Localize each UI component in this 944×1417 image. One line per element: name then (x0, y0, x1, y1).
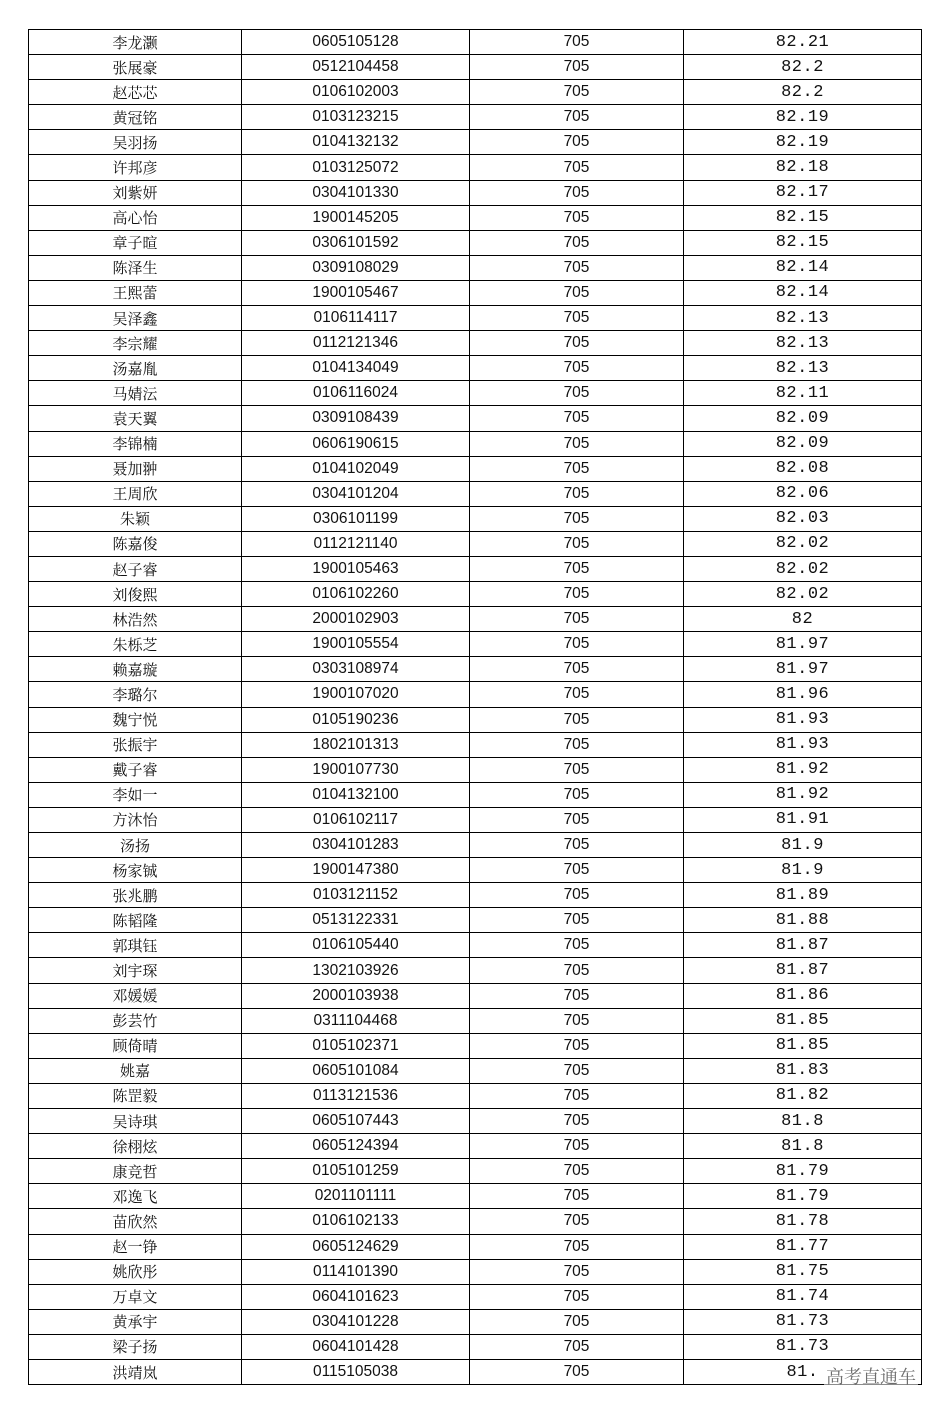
name-cell: 杨家铖 (29, 858, 242, 883)
score-cell: 82.17 (684, 180, 922, 205)
name-cell: 彭芸竹 (29, 1008, 242, 1033)
id-cell: 0304101228 (242, 1309, 470, 1334)
code-cell: 705 (470, 682, 684, 707)
name-cell: 黄冠铭 (29, 105, 242, 130)
code-cell: 705 (470, 30, 684, 55)
table-row (29, 506, 922, 531)
id-cell: 0606190615 (242, 431, 470, 456)
code-cell: 705 (470, 280, 684, 305)
score-cell: 81. (684, 1359, 922, 1384)
id-cell: 1900145205 (242, 205, 470, 230)
score-cell: 81.87 (684, 933, 922, 958)
code-cell: 705 (470, 80, 684, 105)
score-cell: 81.77 (684, 1234, 922, 1259)
code-cell: 705 (470, 456, 684, 481)
score-cell: 82.18 (684, 155, 922, 180)
score-cell: 82.19 (684, 130, 922, 155)
table-row (29, 883, 922, 908)
code-cell: 705 (470, 1109, 684, 1134)
name-cell: 梁子扬 (29, 1334, 242, 1359)
score-cell: 82.2 (684, 80, 922, 105)
table-row (29, 858, 922, 883)
code-cell: 705 (470, 732, 684, 757)
score-cell: 81.87 (684, 958, 922, 983)
name-cell: 马婧沄 (29, 381, 242, 406)
id-cell: 1900107730 (242, 757, 470, 782)
score-cell: 81.91 (684, 807, 922, 832)
score-table-body (29, 30, 922, 1385)
table-row (29, 280, 922, 305)
name-cell: 方沐怡 (29, 807, 242, 832)
code-cell: 705 (470, 883, 684, 908)
id-cell: 0103121152 (242, 883, 470, 908)
name-cell: 朱颖 (29, 506, 242, 531)
code-cell: 705 (470, 1058, 684, 1083)
id-cell: 0604101623 (242, 1284, 470, 1309)
code-cell: 705 (470, 1083, 684, 1108)
table-row (29, 582, 922, 607)
id-cell: 0513122331 (242, 908, 470, 933)
name-cell: 黄承宇 (29, 1309, 242, 1334)
name-cell: 康竞哲 (29, 1159, 242, 1184)
table-row (29, 1008, 922, 1033)
score-cell: 81.79 (684, 1159, 922, 1184)
id-cell: 0306101199 (242, 506, 470, 531)
name-cell: 徐栩炫 (29, 1134, 242, 1159)
table-row (29, 556, 922, 581)
id-cell: 0306101592 (242, 230, 470, 255)
table-row (29, 1109, 922, 1134)
table-row (29, 1083, 922, 1108)
name-cell: 许邦彦 (29, 155, 242, 180)
code-cell: 705 (470, 105, 684, 130)
code-cell: 705 (470, 381, 684, 406)
score-cell: 82.09 (684, 406, 922, 431)
score-cell: 81.92 (684, 757, 922, 782)
id-cell: 0104132100 (242, 782, 470, 807)
score-cell: 82.02 (684, 556, 922, 581)
code-cell: 705 (470, 1008, 684, 1033)
id-cell: 0512104458 (242, 55, 470, 80)
name-cell: 赵子睿 (29, 556, 242, 581)
id-cell: 1900107020 (242, 682, 470, 707)
code-cell: 705 (470, 657, 684, 682)
id-cell: 0304101204 (242, 481, 470, 506)
score-cell: 81.89 (684, 883, 922, 908)
table-row (29, 80, 922, 105)
name-cell: 刘宇琛 (29, 958, 242, 983)
table-row (29, 255, 922, 280)
code-cell: 705 (470, 1209, 684, 1234)
score-cell: 82.13 (684, 356, 922, 381)
table-row (29, 933, 922, 958)
name-cell: 陈嘉俊 (29, 531, 242, 556)
id-cell: 0201101111 (242, 1184, 470, 1209)
id-cell: 0105190236 (242, 707, 470, 732)
name-cell: 张展豪 (29, 55, 242, 80)
id-cell: 0309108029 (242, 255, 470, 280)
id-cell: 2000102903 (242, 607, 470, 632)
id-cell: 0604101428 (242, 1334, 470, 1359)
name-cell: 郭琪钰 (29, 933, 242, 958)
id-cell: 1302103926 (242, 958, 470, 983)
score-cell: 81.97 (684, 657, 922, 682)
score-cell: 82.06 (684, 481, 922, 506)
score-cell: 81.82 (684, 1083, 922, 1108)
table-row (29, 958, 922, 983)
name-cell: 吴泽鑫 (29, 306, 242, 331)
code-cell: 705 (470, 1284, 684, 1309)
code-cell: 705 (470, 406, 684, 431)
id-cell: 0104134049 (242, 356, 470, 381)
score-cell: 81.73 (684, 1309, 922, 1334)
table-row (29, 833, 922, 858)
name-cell: 吴诗琪 (29, 1109, 242, 1134)
score-cell: 82.08 (684, 456, 922, 481)
name-cell: 王周欣 (29, 481, 242, 506)
table-row (29, 607, 922, 632)
table-row (29, 1234, 922, 1259)
score-cell: 81.86 (684, 983, 922, 1008)
table-row (29, 531, 922, 556)
name-cell: 王熙蕾 (29, 280, 242, 305)
id-cell: 0105102371 (242, 1033, 470, 1058)
id-cell: 0605107443 (242, 1109, 470, 1134)
score-cell: 81.9 (684, 858, 922, 883)
code-cell: 705 (470, 933, 684, 958)
name-cell: 李龙灏 (29, 30, 242, 55)
score-cell: 81.9 (684, 833, 922, 858)
table-row (29, 456, 922, 481)
name-cell: 朱栎芝 (29, 632, 242, 657)
name-cell: 姚嘉 (29, 1058, 242, 1083)
name-cell: 陈罡毅 (29, 1083, 242, 1108)
code-cell: 705 (470, 556, 684, 581)
id-cell: 0605101084 (242, 1058, 470, 1083)
name-cell: 李璐尔 (29, 682, 242, 707)
id-cell: 0112121346 (242, 331, 470, 356)
score-cell: 82.11 (684, 381, 922, 406)
table-row (29, 381, 922, 406)
score-cell: 81.8 (684, 1134, 922, 1159)
table-row (29, 331, 922, 356)
code-cell: 705 (470, 1234, 684, 1259)
name-cell: 林浩然 (29, 607, 242, 632)
name-cell: 邓逸飞 (29, 1184, 242, 1209)
name-cell: 袁天翼 (29, 406, 242, 431)
name-cell: 陈韬隆 (29, 908, 242, 933)
table-row (29, 55, 922, 80)
table-row (29, 180, 922, 205)
code-cell: 705 (470, 506, 684, 531)
code-cell: 705 (470, 833, 684, 858)
name-cell: 吴羽扬 (29, 130, 242, 155)
id-cell: 0104102049 (242, 456, 470, 481)
name-cell: 赖嘉璇 (29, 657, 242, 682)
score-cell: 82.21 (684, 30, 922, 55)
table-row (29, 707, 922, 732)
table-row (29, 1184, 922, 1209)
name-cell: 李如一 (29, 782, 242, 807)
code-cell: 705 (470, 180, 684, 205)
score-table (28, 29, 922, 1385)
name-cell: 赵一铮 (29, 1234, 242, 1259)
name-cell: 万卓文 (29, 1284, 242, 1309)
code-cell: 705 (470, 582, 684, 607)
name-cell: 姚欣彤 (29, 1259, 242, 1284)
name-cell: 戴子睿 (29, 757, 242, 782)
name-cell: 魏宁悦 (29, 707, 242, 732)
table-row (29, 983, 922, 1008)
score-cell: 81.85 (684, 1033, 922, 1058)
code-cell: 705 (470, 1134, 684, 1159)
score-cell: 81.92 (684, 782, 922, 807)
table-row (29, 757, 922, 782)
name-cell: 高心怡 (29, 205, 242, 230)
id-cell: 0105101259 (242, 1159, 470, 1184)
id-cell: 1900105554 (242, 632, 470, 657)
code-cell: 705 (470, 155, 684, 180)
code-cell: 705 (470, 1033, 684, 1058)
score-cell: 81.74 (684, 1284, 922, 1309)
code-cell: 705 (470, 757, 684, 782)
score-cell: 82.14 (684, 255, 922, 280)
code-cell: 705 (470, 481, 684, 506)
code-cell: 705 (470, 356, 684, 381)
table-row (29, 1058, 922, 1083)
id-cell: 0115105038 (242, 1359, 470, 1384)
score-cell: 82.14 (684, 280, 922, 305)
code-cell: 705 (470, 782, 684, 807)
code-cell: 705 (470, 958, 684, 983)
id-cell: 0106114117 (242, 306, 470, 331)
table-row (29, 105, 922, 130)
id-cell: 0303108974 (242, 657, 470, 682)
table-row (29, 1159, 922, 1184)
score-cell: 81.97 (684, 632, 922, 657)
id-cell: 0106102260 (242, 582, 470, 607)
table-row (29, 908, 922, 933)
id-cell: 1802101313 (242, 732, 470, 757)
score-cell: 82.03 (684, 506, 922, 531)
name-cell: 张兆鹏 (29, 883, 242, 908)
name-cell: 汤嘉胤 (29, 356, 242, 381)
score-cell: 82.02 (684, 531, 922, 556)
table-row (29, 1309, 922, 1334)
id-cell: 0605105128 (242, 30, 470, 55)
code-cell: 705 (470, 1309, 684, 1334)
code-cell: 705 (470, 607, 684, 632)
id-cell: 0103123215 (242, 105, 470, 130)
score-cell: 82.2 (684, 55, 922, 80)
watermark: 高考直通车 (824, 1363, 918, 1389)
id-cell: 1900105467 (242, 280, 470, 305)
score-cell: 81.79 (684, 1184, 922, 1209)
id-cell: 0605124394 (242, 1134, 470, 1159)
id-cell: 0309108439 (242, 406, 470, 431)
code-cell: 705 (470, 130, 684, 155)
id-cell: 0106102133 (242, 1209, 470, 1234)
code-cell: 705 (470, 807, 684, 832)
name-cell: 赵芯芯 (29, 80, 242, 105)
id-cell: 0304101330 (242, 180, 470, 205)
table-row (29, 1259, 922, 1284)
score-cell: 81.88 (684, 908, 922, 933)
score-cell: 82.13 (684, 306, 922, 331)
name-cell: 刘紫妍 (29, 180, 242, 205)
code-cell: 705 (470, 55, 684, 80)
score-cell: 82.19 (684, 105, 922, 130)
score-cell: 82.15 (684, 230, 922, 255)
code-cell: 705 (470, 431, 684, 456)
name-cell: 汤扬 (29, 833, 242, 858)
name-cell: 李锦楠 (29, 431, 242, 456)
score-cell: 82.13 (684, 331, 922, 356)
table-row (29, 807, 922, 832)
id-cell: 0311104468 (242, 1008, 470, 1033)
code-cell: 705 (470, 230, 684, 255)
code-cell: 705 (470, 205, 684, 230)
name-cell: 李宗耀 (29, 331, 242, 356)
score-cell: 81.75 (684, 1259, 922, 1284)
table-row (29, 431, 922, 456)
code-cell: 705 (470, 908, 684, 933)
table-row (29, 481, 922, 506)
table-row (29, 130, 922, 155)
score-cell: 82.02 (684, 582, 922, 607)
id-cell: 0114101390 (242, 1259, 470, 1284)
table-row (29, 732, 922, 757)
id-cell: 0113121536 (242, 1083, 470, 1108)
name-cell: 洪靖岚 (29, 1359, 242, 1384)
table-row (29, 155, 922, 180)
id-cell: 0112121140 (242, 531, 470, 556)
code-cell: 705 (470, 531, 684, 556)
name-cell: 邓媛媛 (29, 983, 242, 1008)
name-cell: 章子暄 (29, 230, 242, 255)
score-cell: 82.15 (684, 205, 922, 230)
name-cell: 刘俊熙 (29, 582, 242, 607)
code-cell: 705 (470, 331, 684, 356)
score-cell: 81.93 (684, 707, 922, 732)
id-cell: 0106102117 (242, 807, 470, 832)
id-cell: 0103125072 (242, 155, 470, 180)
score-cell: 81.83 (684, 1058, 922, 1083)
code-cell: 705 (470, 983, 684, 1008)
score-cell: 81.85 (684, 1008, 922, 1033)
id-cell: 1900147380 (242, 858, 470, 883)
score-cell: 81.78 (684, 1209, 922, 1234)
table-row (29, 406, 922, 431)
id-cell: 0304101283 (242, 833, 470, 858)
code-cell: 705 (470, 1159, 684, 1184)
table-row (29, 1359, 922, 1384)
code-cell: 705 (470, 306, 684, 331)
code-cell: 705 (470, 858, 684, 883)
id-cell: 0106102003 (242, 80, 470, 105)
table-row (29, 1334, 922, 1359)
table-row (29, 30, 922, 55)
table-row (29, 230, 922, 255)
table-row (29, 356, 922, 381)
code-cell: 705 (470, 707, 684, 732)
code-cell: 705 (470, 255, 684, 280)
name-cell: 顾倚晴 (29, 1033, 242, 1058)
score-cell: 81.93 (684, 732, 922, 757)
code-cell: 705 (470, 1359, 684, 1384)
code-cell: 705 (470, 1184, 684, 1209)
id-cell: 0106116024 (242, 381, 470, 406)
code-cell: 705 (470, 632, 684, 657)
code-cell: 705 (470, 1259, 684, 1284)
name-cell: 陈泽生 (29, 255, 242, 280)
id-cell: 2000103938 (242, 983, 470, 1008)
score-cell: 82.09 (684, 431, 922, 456)
id-cell: 0104132132 (242, 130, 470, 155)
table-row (29, 1209, 922, 1234)
score-cell: 81.73 (684, 1334, 922, 1359)
id-cell: 1900105463 (242, 556, 470, 581)
score-cell: 81.96 (684, 682, 922, 707)
table-row (29, 306, 922, 331)
name-cell: 张振宇 (29, 732, 242, 757)
table-row (29, 1134, 922, 1159)
table-row (29, 205, 922, 230)
table-row (29, 632, 922, 657)
id-cell: 0106105440 (242, 933, 470, 958)
table-row (29, 1284, 922, 1309)
table-row (29, 682, 922, 707)
code-cell: 705 (470, 1334, 684, 1359)
table-row (29, 782, 922, 807)
name-cell: 苗欣然 (29, 1209, 242, 1234)
score-cell: 82 (684, 607, 922, 632)
score-cell: 81.8 (684, 1109, 922, 1134)
table-row (29, 657, 922, 682)
table-row (29, 1033, 922, 1058)
name-cell: 聂加翀 (29, 456, 242, 481)
id-cell: 0605124629 (242, 1234, 470, 1259)
